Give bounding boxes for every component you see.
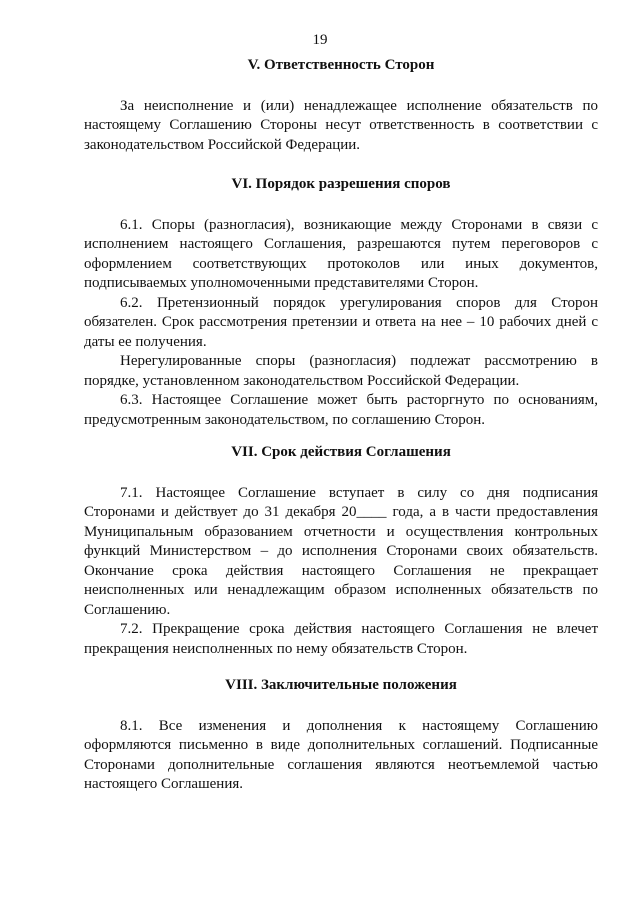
paragraph: 7.1. Настоящее Соглашение вступает в силу со дня подписания Сторонами и действует до 31 декабря 20____ года, а в части предоставления Муниципальным образованием отчетности и осуществления контрольных функций Министерством – до исполнения Сторонами своих обязательств. Окончание срока действия настоящего Соглашения не прекращает неисполненных или ненадлежащим образом исполненных обязательств по Соглашению.: [84, 484, 598, 618]
section-heading: VIII. Заключительные положения: [225, 677, 457, 693]
section-term: [84, 443, 598, 659]
paragraph: 7.2. Прекращение срока действия настоящего Соглашения не влечет прекращения неисполненных по нему обязательств Сторон.: [84, 621, 598, 657]
section-responsibility: [84, 56, 598, 155]
section-heading: V. Ответственность Сторон: [247, 57, 435, 73]
paragraph: За неисполнение и (или) ненадлежащее исполнение обязательств по настоящему Соглашению Стороны несут ответственность в соответствии с законодательством Российской Федерации.: [84, 97, 598, 153]
section-final: [84, 676, 598, 795]
section-heading: VII. Срок действия Соглашения: [231, 444, 451, 460]
section-disputes: [84, 175, 598, 430]
paragraph: 8.1. Все изменения и дополнения к настоящему Соглашению оформляются письменно в виде дополнительных соглашений. Подписанные Сторонами дополнительные соглашения являются неотъемлемой частью настоящего Соглашения.: [84, 717, 598, 792]
page-number: 19: [312, 32, 328, 48]
section-heading: VI. Порядок разрешения споров: [231, 176, 451, 192]
paragraph: 6.2. Претензионный порядок урегулирования споров для Сторон обязателен. Срок рассмотрения претензии и ответа на нее – 10 рабочих дней с даты ее получения.: [84, 294, 598, 350]
paragraph: Нерегулированные споры (разногласия) подлежат рассмотрению в порядке, установленном законодательством Российской Федерации.: [84, 353, 598, 389]
paragraph: 6.1. Споры (разногласия), возникающие между Сторонами в связи с исполнением настоящего Соглашения, разрешаются путем переговоров с оформлением соответствующих протоколов или иных документов, подписываемых уполномоченными представителями Сторон.: [84, 216, 598, 291]
paragraph: 6.3. Настоящее Соглашение может быть расторгнуто по основаниям, предусмотренным законодательством, по соглашению Сторон.: [84, 392, 598, 428]
